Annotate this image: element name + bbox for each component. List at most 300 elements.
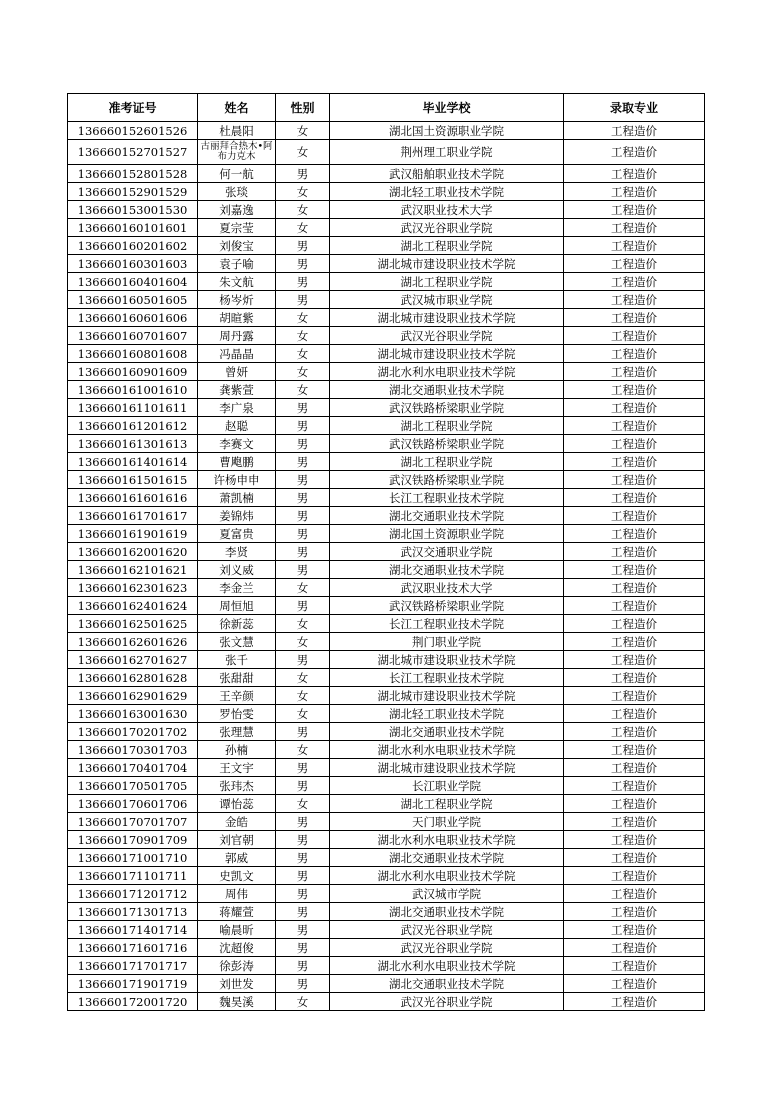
cell-school: 武汉城市职业学院: [330, 291, 564, 309]
cell-school: 湖北水利水电职业技术学院: [330, 363, 564, 381]
cell-school: 武汉光谷职业学院: [330, 921, 564, 939]
cell-name: 李赛文: [198, 435, 276, 453]
cell-school: 湖北轻工职业技术学院: [330, 183, 564, 201]
cell-gender: 男: [276, 525, 330, 543]
cell-exam-id: 136660171101711: [68, 867, 198, 885]
cell-major: 工程造价: [564, 399, 705, 417]
cell-major: 工程造价: [564, 201, 705, 219]
cell-major: 工程造价: [564, 849, 705, 867]
cell-school: 武汉光谷职业学院: [330, 939, 564, 957]
cell-gender: 女: [276, 669, 330, 687]
cell-exam-id: 136660160901609: [68, 363, 198, 381]
cell-name: 周伟: [198, 885, 276, 903]
cell-name: 张甜甜: [198, 669, 276, 687]
table-row: [68, 849, 705, 867]
cell-school: 湖北交通职业技术学院: [330, 903, 564, 921]
cell-exam-id: 136660161701617: [68, 507, 198, 525]
cell-exam-id: 136660160801608: [68, 345, 198, 363]
cell-school: 湖北城市建设职业技术学院: [330, 345, 564, 363]
cell-gender: 女: [276, 615, 330, 633]
cell-school: 荆州理工职业学院: [330, 140, 564, 165]
cell-gender: 女: [276, 795, 330, 813]
cell-gender: 男: [276, 975, 330, 993]
cell-exam-id: 136660161001610: [68, 381, 198, 399]
cell-name: 杨岑炘: [198, 291, 276, 309]
cell-exam-id: 136660162501625: [68, 615, 198, 633]
cell-name: 姜锦炜: [198, 507, 276, 525]
cell-exam-id: 136660170201702: [68, 723, 198, 741]
cell-name: 夏富贵: [198, 525, 276, 543]
cell-name: 曹飑鹏: [198, 453, 276, 471]
cell-gender: 男: [276, 417, 330, 435]
table-row: [68, 795, 705, 813]
cell-name: 沈超俊: [198, 939, 276, 957]
cell-gender: 男: [276, 489, 330, 507]
cell-major: 工程造价: [564, 543, 705, 561]
cell-name: 金皓: [198, 813, 276, 831]
table-row: [68, 777, 705, 795]
cell-name: 赵聪: [198, 417, 276, 435]
cell-gender: 男: [276, 813, 330, 831]
cell-exam-id: 136660152801528: [68, 165, 198, 183]
cell-name: 许杨申申: [198, 471, 276, 489]
table-row: [68, 237, 705, 255]
cell-major: 工程造价: [564, 867, 705, 885]
cell-name: 龚紫萱: [198, 381, 276, 399]
header-name: 姓名: [198, 94, 276, 122]
table-row: [68, 579, 705, 597]
header-row: [68, 94, 705, 122]
cell-exam-id: 136660172001720: [68, 993, 198, 1011]
cell-gender: 男: [276, 273, 330, 291]
cell-major: 工程造价: [564, 885, 705, 903]
cell-name: 何一航: [198, 165, 276, 183]
cell-major: 工程造价: [564, 921, 705, 939]
cell-major: 工程造价: [564, 165, 705, 183]
cell-major: 工程造价: [564, 975, 705, 993]
cell-school: 湖北交通职业技术学院: [330, 975, 564, 993]
cell-school: 湖北水利水电职业技术学院: [330, 867, 564, 885]
cell-name: 徐新蕊: [198, 615, 276, 633]
table-row: [68, 705, 705, 723]
cell-gender: 女: [276, 219, 330, 237]
table-row: [68, 921, 705, 939]
cell-exam-id: 136660161401614: [68, 453, 198, 471]
cell-exam-id: 136660162301623: [68, 579, 198, 597]
cell-name: 刘俊宝: [198, 237, 276, 255]
table-row: [68, 399, 705, 417]
cell-school: 武汉铁路桥梁职业学院: [330, 471, 564, 489]
table-row: [68, 687, 705, 705]
cell-exam-id: 136660171701717: [68, 957, 198, 975]
cell-exam-id: 136660171601716: [68, 939, 198, 957]
table-row: [68, 615, 705, 633]
cell-exam-id: 136660170601706: [68, 795, 198, 813]
cell-exam-id: 136660171301713: [68, 903, 198, 921]
cell-major: 工程造价: [564, 579, 705, 597]
table-row: [68, 759, 705, 777]
cell-name: 夏宗莹: [198, 219, 276, 237]
cell-gender: 男: [276, 543, 330, 561]
cell-name: 王文宇: [198, 759, 276, 777]
cell-name: 刘义威: [198, 561, 276, 579]
table-row: [68, 345, 705, 363]
cell-major: 工程造价: [564, 122, 705, 140]
cell-gender: 男: [276, 759, 330, 777]
cell-school: 武汉城市学院: [330, 885, 564, 903]
cell-major: 工程造价: [564, 489, 705, 507]
cell-gender: 男: [276, 651, 330, 669]
cell-exam-id: 136660170901709: [68, 831, 198, 849]
cell-gender: 男: [276, 237, 330, 255]
cell-school: 湖北工程职业学院: [330, 795, 564, 813]
cell-exam-id: 136660170501705: [68, 777, 198, 795]
cell-school: 湖北工程职业学院: [330, 453, 564, 471]
cell-major: 工程造价: [564, 345, 705, 363]
cell-gender: 男: [276, 291, 330, 309]
cell-major: 工程造价: [564, 471, 705, 489]
cell-school: 长江工程职业技术学院: [330, 489, 564, 507]
table-row: [68, 651, 705, 669]
table-row: [68, 309, 705, 327]
cell-exam-id: 136660171201712: [68, 885, 198, 903]
cell-name: 袁子喻: [198, 255, 276, 273]
cell-name: 萧凯楠: [198, 489, 276, 507]
cell-gender: 男: [276, 435, 330, 453]
cell-major: 工程造价: [564, 831, 705, 849]
cell-gender: 女: [276, 201, 330, 219]
cell-major: 工程造价: [564, 237, 705, 255]
cell-school: 湖北工程职业学院: [330, 417, 564, 435]
cell-major: 工程造价: [564, 939, 705, 957]
cell-major: 工程造价: [564, 363, 705, 381]
cell-school: 荆门职业学院: [330, 633, 564, 651]
cell-exam-id: 136660171401714: [68, 921, 198, 939]
cell-major: 工程造价: [564, 381, 705, 399]
cell-name: 谭怡蕊: [198, 795, 276, 813]
cell-exam-id: 136660160101601: [68, 219, 198, 237]
cell-school: 长江工程职业技术学院: [330, 615, 564, 633]
cell-gender: 男: [276, 453, 330, 471]
cell-major: 工程造价: [564, 633, 705, 651]
cell-school: 武汉光谷职业学院: [330, 219, 564, 237]
cell-name: 李金兰: [198, 579, 276, 597]
table-row: [68, 255, 705, 273]
cell-name: 郭威: [198, 849, 276, 867]
cell-exam-id: 136660162901629: [68, 687, 198, 705]
table-row: [68, 543, 705, 561]
table-row: [68, 885, 705, 903]
cell-gender: 女: [276, 345, 330, 363]
table-row: [68, 453, 705, 471]
cell-name: 史凯文: [198, 867, 276, 885]
cell-major: 工程造价: [564, 273, 705, 291]
cell-school: 天门职业学院: [330, 813, 564, 831]
cell-exam-id: 136660170701707: [68, 813, 198, 831]
cell-gender: 女: [276, 993, 330, 1011]
cell-school: 长江职业学院: [330, 777, 564, 795]
table-row: [68, 993, 705, 1011]
cell-gender: 男: [276, 399, 330, 417]
cell-exam-id: 136660161601616: [68, 489, 198, 507]
cell-major: 工程造价: [564, 903, 705, 921]
cell-school: 湖北城市建设职业技术学院: [330, 759, 564, 777]
cell-exam-id: 136660160301603: [68, 255, 198, 273]
cell-gender: 男: [276, 849, 330, 867]
cell-gender: 女: [276, 633, 330, 651]
cell-name: 周丹露: [198, 327, 276, 345]
cell-exam-id: 136660162601626: [68, 633, 198, 651]
cell-gender: 女: [276, 579, 330, 597]
table-row: [68, 867, 705, 885]
table-row: [68, 561, 705, 579]
cell-exam-id: 136660160401604: [68, 273, 198, 291]
cell-school: 湖北交通职业技术学院: [330, 507, 564, 525]
cell-exam-id: 136660162701627: [68, 651, 198, 669]
cell-school: 湖北城市建设职业技术学院: [330, 651, 564, 669]
cell-exam-id: 136660161901619: [68, 525, 198, 543]
cell-major: 工程造价: [564, 417, 705, 435]
cell-gender: 男: [276, 471, 330, 489]
cell-major: 工程造价: [564, 435, 705, 453]
cell-school: 湖北国土资源职业学院: [330, 122, 564, 140]
cell-school: 武汉交通职业学院: [330, 543, 564, 561]
table-row: [68, 669, 705, 687]
cell-school: 湖北交通职业技术学院: [330, 381, 564, 399]
cell-major: 工程造价: [564, 813, 705, 831]
table-row: [68, 183, 705, 201]
cell-name: 张千: [198, 651, 276, 669]
cell-major: 工程造价: [564, 759, 705, 777]
cell-name: 李贤: [198, 543, 276, 561]
cell-name: 张文慧: [198, 633, 276, 651]
cell-major: 工程造价: [564, 183, 705, 201]
table-row: [68, 741, 705, 759]
cell-gender: 男: [276, 597, 330, 615]
cell-gender: 女: [276, 309, 330, 327]
cell-gender: 女: [276, 140, 330, 165]
cell-exam-id: 136660160701607: [68, 327, 198, 345]
table-row: [68, 507, 705, 525]
cell-gender: 男: [276, 561, 330, 579]
cell-exam-id: 136660161101611: [68, 399, 198, 417]
cell-school: 湖北城市建设职业技术学院: [330, 309, 564, 327]
cell-gender: 女: [276, 327, 330, 345]
cell-major: 工程造价: [564, 741, 705, 759]
cell-school: 武汉铁路桥梁职业学院: [330, 435, 564, 453]
table-row: [68, 471, 705, 489]
cell-gender: 男: [276, 885, 330, 903]
cell-gender: 女: [276, 705, 330, 723]
cell-exam-id: 136660152601526: [68, 122, 198, 140]
table-row: [68, 417, 705, 435]
cell-exam-id: 136660162401624: [68, 597, 198, 615]
cell-major: 工程造价: [564, 561, 705, 579]
cell-gender: 男: [276, 255, 330, 273]
cell-school: 武汉船舶职业技术学院: [330, 165, 564, 183]
table-row: [68, 957, 705, 975]
cell-major: 工程造价: [564, 669, 705, 687]
cell-name: 徐彭涛: [198, 957, 276, 975]
cell-exam-id: 136660161501615: [68, 471, 198, 489]
cell-exam-id: 136660162101621: [68, 561, 198, 579]
cell-name: 罗怡雯: [198, 705, 276, 723]
cell-gender: 女: [276, 741, 330, 759]
cell-school: 湖北水利水电职业技术学院: [330, 741, 564, 759]
cell-name: 冯晶晶: [198, 345, 276, 363]
cell-gender: 男: [276, 957, 330, 975]
cell-exam-id: 136660152701527: [68, 140, 198, 165]
cell-school: 湖北工程职业学院: [330, 273, 564, 291]
cell-exam-id: 136660160601606: [68, 309, 198, 327]
cell-gender: 男: [276, 723, 330, 741]
table-row: [68, 363, 705, 381]
cell-school: 武汉职业技术大学: [330, 201, 564, 219]
table-row: [68, 903, 705, 921]
table-row: [68, 489, 705, 507]
cell-school: 湖北轻工职业技术学院: [330, 705, 564, 723]
table-row: [68, 122, 705, 140]
cell-school: 武汉职业技术大学: [330, 579, 564, 597]
cell-exam-id: 136660161201612: [68, 417, 198, 435]
cell-gender: 男: [276, 903, 330, 921]
header-major: 录取专业: [564, 94, 705, 122]
table-row: [68, 201, 705, 219]
cell-school: 湖北城市建设职业技术学院: [330, 255, 564, 273]
cell-exam-id: 136660171001710: [68, 849, 198, 867]
cell-exam-id: 136660162801628: [68, 669, 198, 687]
table-row: [68, 633, 705, 651]
cell-major: 工程造价: [564, 255, 705, 273]
cell-major: 工程造价: [564, 453, 705, 471]
cell-name: 古丽拜合热木•阿布力克木: [198, 140, 276, 165]
cell-school: 湖北国土资源职业学院: [330, 525, 564, 543]
cell-school: 武汉光谷职业学院: [330, 327, 564, 345]
table-row: [68, 525, 705, 543]
cell-name: 刘世发: [198, 975, 276, 993]
cell-major: 工程造价: [564, 705, 705, 723]
cell-name: 张琰: [198, 183, 276, 201]
cell-name: 李广泉: [198, 399, 276, 417]
cell-gender: 女: [276, 183, 330, 201]
cell-exam-id: 136660170301703: [68, 741, 198, 759]
table-row: [68, 219, 705, 237]
cell-school: 武汉光谷职业学院: [330, 993, 564, 1011]
cell-school: 湖北交通职业技术学院: [330, 723, 564, 741]
cell-name: 张玮杰: [198, 777, 276, 795]
cell-major: 工程造价: [564, 723, 705, 741]
cell-name: 杜晨阳: [198, 122, 276, 140]
cell-name: 曾妍: [198, 363, 276, 381]
cell-school: 武汉铁路桥梁职业学院: [330, 399, 564, 417]
cell-major: 工程造价: [564, 615, 705, 633]
cell-gender: 女: [276, 363, 330, 381]
table-row: [68, 327, 705, 345]
cell-gender: 男: [276, 939, 330, 957]
cell-school: 湖北交通职业技术学院: [330, 849, 564, 867]
cell-gender: 男: [276, 831, 330, 849]
header-exam-id: 准考证号: [68, 94, 198, 122]
cell-school: 湖北城市建设职业技术学院: [330, 687, 564, 705]
table-row: [68, 975, 705, 993]
header-school: 毕业学校: [330, 94, 564, 122]
table-row: [68, 291, 705, 309]
cell-name: 魏昊溪: [198, 993, 276, 1011]
cell-exam-id: 136660160501605: [68, 291, 198, 309]
cell-school: 湖北交通职业技术学院: [330, 561, 564, 579]
header-gender: 性别: [276, 94, 330, 122]
cell-exam-id: 136660163001630: [68, 705, 198, 723]
cell-gender: 男: [276, 867, 330, 885]
table-row: [68, 939, 705, 957]
cell-school: 湖北工程职业学院: [330, 237, 564, 255]
cell-exam-id: 136660161301613: [68, 435, 198, 453]
cell-major: 工程造价: [564, 993, 705, 1011]
cell-gender: 男: [276, 507, 330, 525]
cell-exam-id: 136660170401704: [68, 759, 198, 777]
cell-school: 湖北水利水电职业技术学院: [330, 831, 564, 849]
cell-exam-id: 136660160201602: [68, 237, 198, 255]
cell-major: 工程造价: [564, 777, 705, 795]
table-body: [68, 122, 705, 1011]
cell-gender: 男: [276, 777, 330, 795]
cell-name: 喻晨昕: [198, 921, 276, 939]
cell-major: 工程造价: [564, 795, 705, 813]
cell-major: 工程造价: [564, 507, 705, 525]
cell-name: 刘官朝: [198, 831, 276, 849]
cell-name: 刘嘉逸: [198, 201, 276, 219]
cell-major: 工程造价: [564, 525, 705, 543]
cell-name: 周恒旭: [198, 597, 276, 615]
cell-name: 蒋耀萱: [198, 903, 276, 921]
table-row: [68, 597, 705, 615]
table-row: [68, 165, 705, 183]
cell-gender: 女: [276, 687, 330, 705]
cell-major: 工程造价: [564, 291, 705, 309]
cell-name: 张理慧: [198, 723, 276, 741]
cell-major: 工程造价: [564, 327, 705, 345]
table-row: [68, 435, 705, 453]
cell-name: 朱文航: [198, 273, 276, 291]
admission-table: [67, 93, 705, 1011]
cell-exam-id: 136660171901719: [68, 975, 198, 993]
cell-gender: 男: [276, 921, 330, 939]
table-row: [68, 140, 705, 165]
cell-school: 长江工程职业技术学院: [330, 669, 564, 687]
cell-major: 工程造价: [564, 957, 705, 975]
table-row: [68, 723, 705, 741]
cell-exam-id: 136660152901529: [68, 183, 198, 201]
cell-school: 湖北水利水电职业技术学院: [330, 957, 564, 975]
cell-gender: 女: [276, 381, 330, 399]
cell-major: 工程造价: [564, 687, 705, 705]
cell-school: 武汉铁路桥梁职业学院: [330, 597, 564, 615]
cell-exam-id: 136660153001530: [68, 201, 198, 219]
cell-name: 孙楠: [198, 741, 276, 759]
cell-gender: 女: [276, 122, 330, 140]
table-row: [68, 813, 705, 831]
cell-major: 工程造价: [564, 140, 705, 165]
cell-gender: 男: [276, 165, 330, 183]
cell-major: 工程造价: [564, 651, 705, 669]
cell-name: 王辛颜: [198, 687, 276, 705]
table-row: [68, 381, 705, 399]
cell-name: 胡暄紫: [198, 309, 276, 327]
table-row: [68, 273, 705, 291]
cell-exam-id: 136660162001620: [68, 543, 198, 561]
cell-major: 工程造价: [564, 597, 705, 615]
cell-major: 工程造价: [564, 309, 705, 327]
